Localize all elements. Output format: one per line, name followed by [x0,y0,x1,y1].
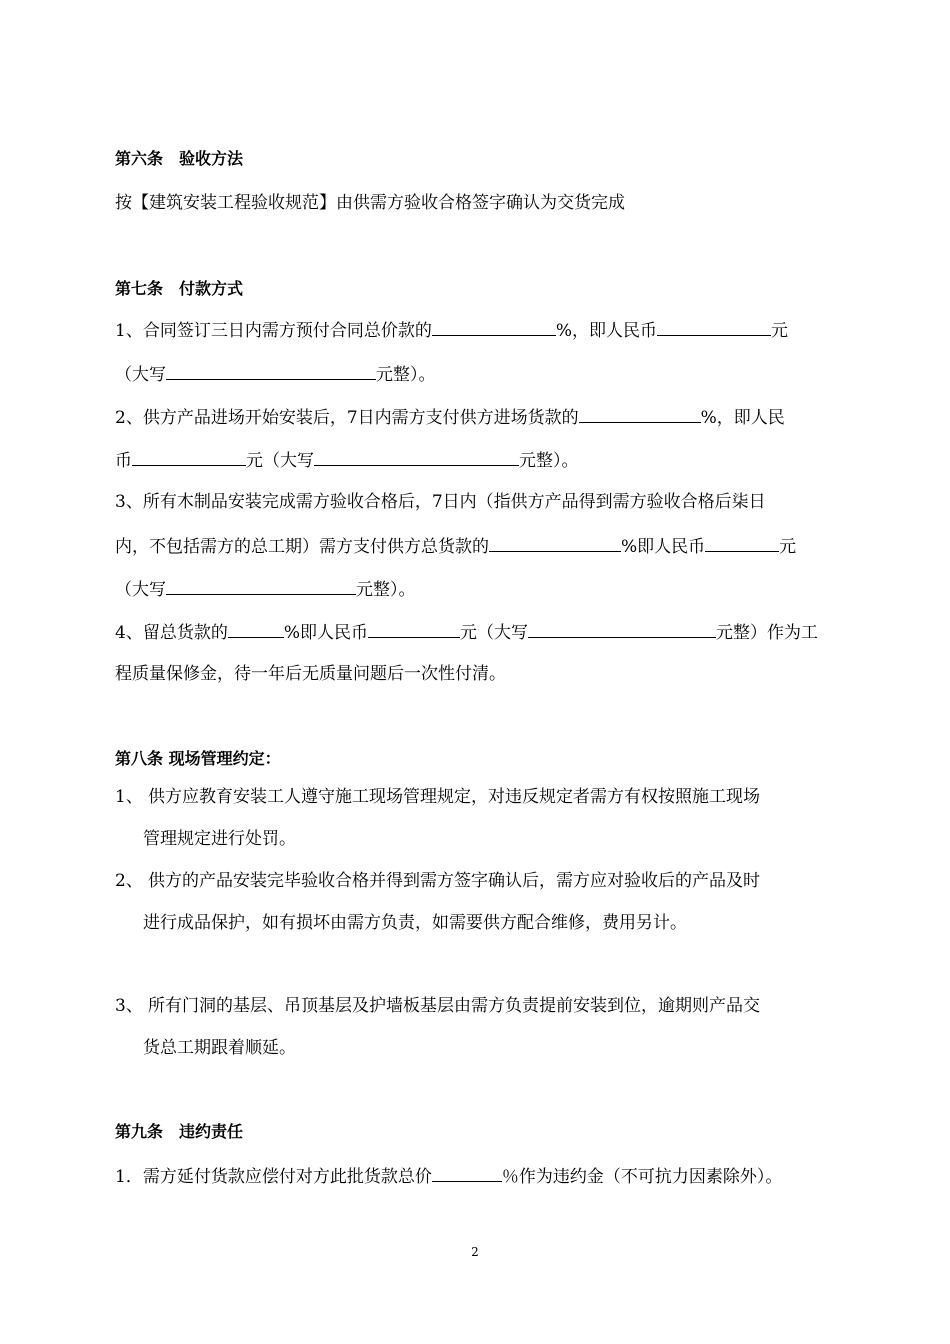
blank-amount-words [314,447,519,466]
text: （大写 [115,580,166,600]
text: 元整）。 [376,365,436,385]
text: 内，不包括需方的总工期）需方支付供方总货款的 [115,537,489,557]
site-rule-1-line2: 管理规定进行处罚。 [143,829,296,849]
site-rule-3-line2: 货总工期跟着顺延。 [143,1038,296,1058]
payment-2-line1 [115,404,842,430]
item-number: 1、 [115,787,143,807]
text: 供方应教育安装工人遵守施工现场管理规定，对违反规定者需方有权按照施工现场 [148,787,760,807]
section-7-title: 第七条 付款方式 [115,279,244,298]
blank-amount [705,533,779,552]
payment-3-line3 [115,576,842,602]
text: ％作为违约金（不可抗力因素除外）。 [501,1167,783,1187]
text: %即人民币 [283,623,368,643]
breach-1 [115,1163,842,1189]
text: 元（大写 [459,623,528,643]
text: %，即人民 [700,408,785,428]
text: 2、供方产品进场开始安装后，7日内需方支付供方进场货款的 [115,408,579,428]
text: 元整）。 [519,451,579,471]
text: 元 [779,537,797,557]
section-6-text: 按【建筑安装工程验收规范】由供需方验收合格签字确认为交货完成 [115,193,625,213]
blank-amount-words [528,619,716,638]
blank-percent [579,404,701,423]
blank-amount [368,619,460,638]
blank-percent [432,1163,502,1182]
text: 供方的产品安装完毕验收合格并得到需方签字确认后，需方应对验收后的产品及时 [148,871,760,891]
page-number: 2 [471,1245,479,1259]
blank-amount [657,317,771,336]
item-number: 3、 [115,996,143,1016]
payment-1-line1 [115,317,842,343]
payment-3-line2 [115,533,842,559]
blank-percent [432,317,556,336]
payment-4-line1 [115,619,842,645]
section-9-title: 第九条 违约责任 [115,1122,244,1141]
payment-4-line2: 程质量保修金，待一年后无质量问题后一次性付清。 [115,664,506,684]
section-8-title: 第八条 现场管理约定： [115,749,281,768]
text: 所有门洞的基层、吊顶基层及护墙板基层由需方负责提前安装到位，逾期则产品交 [148,996,760,1016]
site-rule-1-line1 [115,785,842,809]
payment-1-line2 [115,361,842,387]
blank-percent [489,533,621,552]
blank-amount-words [166,361,376,380]
blank-percent [228,619,284,638]
text: 4、留总货款的 [115,623,228,643]
text: 元整）。 [356,580,416,600]
payment-3-line1: 3、所有木制品安装完成需方验收合格后，7日内（指供方产品得到需方验收合格后柒日 [115,492,766,512]
text: 元（大写 [246,451,314,471]
text: 元整）作为工 [715,623,818,643]
site-rule-2-line2: 进行成品保护，如有损坏由需方负责，如需要供方配合维修，费用另计。 [143,913,687,933]
site-rule-3-line1 [115,994,842,1018]
item-number: 2、 [115,871,143,891]
text: %即人民币 [621,537,706,557]
text: 1、合同签订三日内需方预付合同总价款的 [115,321,432,341]
blank-amount [132,447,246,466]
payment-2-line2 [115,447,842,473]
blank-amount-words [166,576,356,595]
text: 1．需方延付货款应偿付对方此批货款总价 [115,1167,432,1187]
text: （大写 [115,365,166,385]
section-6-title: 第六条 验收方法 [115,149,244,168]
site-rule-2-line1 [115,869,842,893]
text: 币 [115,451,132,471]
text: 元 [770,321,788,341]
text: %，即人民币 [555,321,657,341]
